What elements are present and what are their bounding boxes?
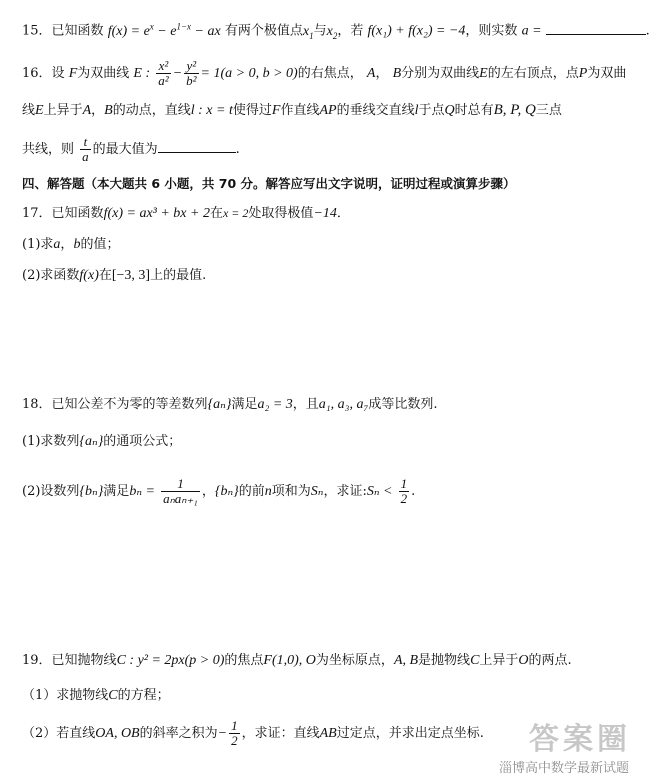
q16-number: 16． — [22, 66, 52, 81]
q18-number: 18． — [22, 397, 52, 412]
q16-text: 时总有 — [454, 103, 494, 118]
q16-text: Q — [444, 103, 455, 118]
q16-text: AP — [319, 103, 337, 118]
q16-text: 作直线 — [280, 103, 320, 118]
q16-text: 的最大值为 — [92, 142, 158, 157]
q17-part-2: (2)求函数f(x)在[−3, 3]上的最值. — [22, 268, 207, 283]
q16-text: . — [235, 142, 240, 157]
q16-text: 的右焦点， — [297, 66, 363, 81]
q16-frac-t-a: $\frac{t}{a}$ — [82, 134, 89, 164]
q15-text: . — [645, 23, 650, 39]
q16-text: ， — [375, 66, 389, 81]
q15-text: ，则实数 — [465, 23, 518, 39]
q18-line: 18．已知公差不为零的等差数列{aₙ}满足a₂ = 3，且a₁, a₃, a₇成等比数列. — [22, 397, 438, 412]
q16-frac-x: $\frac{\text{x²}}{\text{a²}}$ — [158, 58, 169, 88]
q15-text: ，若 — [337, 23, 364, 39]
q16-text: 上异于 — [43, 103, 83, 118]
q16-line-1: 16．设 F为双曲线 E : $\frac{\text{x²}}{\text{a²}}$ − $\frac{\text{y²}}{\text{b²}}$ = 1(a > 0, b > 0)的右焦点， A， B分别为双曲线E的左右顶点，点P为双曲 — [22, 58, 627, 88]
q16-answer-blank[interactable] — [158, 138, 236, 153]
q16-text: 共线，则 — [22, 142, 75, 157]
q18-text: (1)求数列 — [22, 434, 80, 449]
q16-text: l : x = t — [190, 103, 233, 118]
q19-number: 19． — [22, 653, 52, 668]
q15-answer-blank[interactable] — [546, 20, 646, 35]
q17-number: 17． — [22, 206, 52, 221]
q16-text: 的动点，直线 — [112, 103, 191, 118]
q19-line: 19．已知抛物线C : y² = 2px(p > 0)的焦点F(1,0), O为坐标原点，A, B是抛物线C上异于O的两点. — [22, 653, 572, 668]
q16-text: 设 — [51, 66, 65, 81]
q15-line: 15．已知函数 $f(x) = e^x - e^{1-x}$ − ax 有两个极值点$x_1$与$x_2$，若 f(x₁) + f(x₂) = −4，则实数 a = . — [22, 21, 650, 41]
q16-text: 分别为双曲线 — [401, 66, 480, 81]
q15-text: 与 — [313, 23, 327, 39]
q15-number: 15． — [22, 23, 52, 39]
q16-text: B, P, Q — [493, 102, 536, 118]
q16-line-2: 线E上异于A，B的动点，直线l : x = t使得过F作直线AP的垂线交直线l于点Q时总有B, P, Q三点 — [22, 102, 562, 118]
q19-text: （1）求抛物线 — [22, 688, 109, 703]
q16-text: B — [392, 66, 402, 81]
q15-answer-label: a = — [521, 23, 542, 39]
q16-text: 线 — [22, 103, 36, 118]
section-heading: 四、解答题（本大题共 6 小题，共 70 分。解答应写出文字说明，证明过程或演算步骤） — [22, 176, 516, 191]
q17-function: f(x) = ax³ + bx + 2 — [103, 206, 210, 221]
q17-text: (1)求 — [22, 237, 54, 252]
q17-text: ． — [336, 206, 350, 221]
q19-text: （2）若直线 — [22, 726, 96, 741]
q16-text: F — [68, 66, 78, 81]
q19-frac-half: $\frac{1}{2}$ — [231, 718, 238, 748]
q19-part-2: （2）若直线OA, OB的斜率之积为− $\frac{1}{2}$ ，求证：直线AB过定点，并求出定点坐标. — [22, 718, 484, 748]
q16-text: 使得过 — [232, 103, 272, 118]
q17-text: −14 — [313, 206, 337, 221]
q16-line-3 — [22, 132, 631, 168]
q19-part-1: （1）求抛物线C的方程； — [22, 688, 170, 703]
watermark-logo-text: 答案圈 — [529, 722, 631, 757]
q18-text: 已知公差不为零的等差数列 — [51, 397, 208, 412]
q16-frac-y: $\frac{\text{y²}}{\text{b²}}$ — [186, 58, 197, 88]
q16-text: 为双曲 — [587, 66, 627, 81]
q15-text: 已知函数 — [51, 23, 104, 39]
q16-text: A — [366, 66, 376, 81]
q17-part-1: (1)求a，b的值； — [22, 237, 120, 252]
q16-text: 的垂线交直线 — [336, 103, 415, 118]
q16-text: 于点 — [418, 103, 445, 118]
q18-frac-bn: $\frac{1}{\text{aₙaₙ₊₁}}$ — [163, 476, 198, 506]
q17-text: x = 2 — [222, 206, 249, 220]
q18-frac-half: $\frac{1}{2}$ — [400, 476, 408, 506]
q16-text: 的左右顶点，点 — [487, 66, 579, 81]
q19-text: 已知抛物线 — [51, 653, 117, 668]
q16-text: = 1(a > 0, b > 0) — [200, 66, 298, 81]
q17-text: (2)求函数 — [22, 268, 80, 283]
q18-part-1: (1)求数列{aₙ}的通项公式； — [22, 434, 182, 449]
q17-text: 处取得极值 — [248, 206, 314, 221]
q16-text: 三点 — [535, 103, 562, 118]
watermark-caption: 淄博高中数学最新试题 — [498, 761, 629, 776]
q15-function: $f(x) = e^x - e^{1-x}$ − ax — [107, 21, 221, 39]
q17-line — [22, 203, 631, 224]
q15-condition: f(x₁) + f(x₂) = −4 — [367, 23, 466, 39]
q16-text: 为双曲线 — [77, 66, 130, 81]
q16-text: E : — [133, 66, 151, 81]
q17-text: 在 — [209, 206, 223, 221]
q17-text: 已知函数 — [51, 206, 104, 221]
q15-text: 有两个极值点 — [224, 23, 303, 39]
q18-part-2: (2)设数列{bₙ}满足bₙ = $\frac{1}{\text{aₙaₙ₊₁}}$ ，{bₙ}的前n项和为Sₙ，求证:Sₙ < $\frac{1}{2}$ . — [22, 476, 416, 506]
q18-text: (2)设数列 — [22, 484, 80, 499]
q16-text: P — [578, 66, 588, 81]
